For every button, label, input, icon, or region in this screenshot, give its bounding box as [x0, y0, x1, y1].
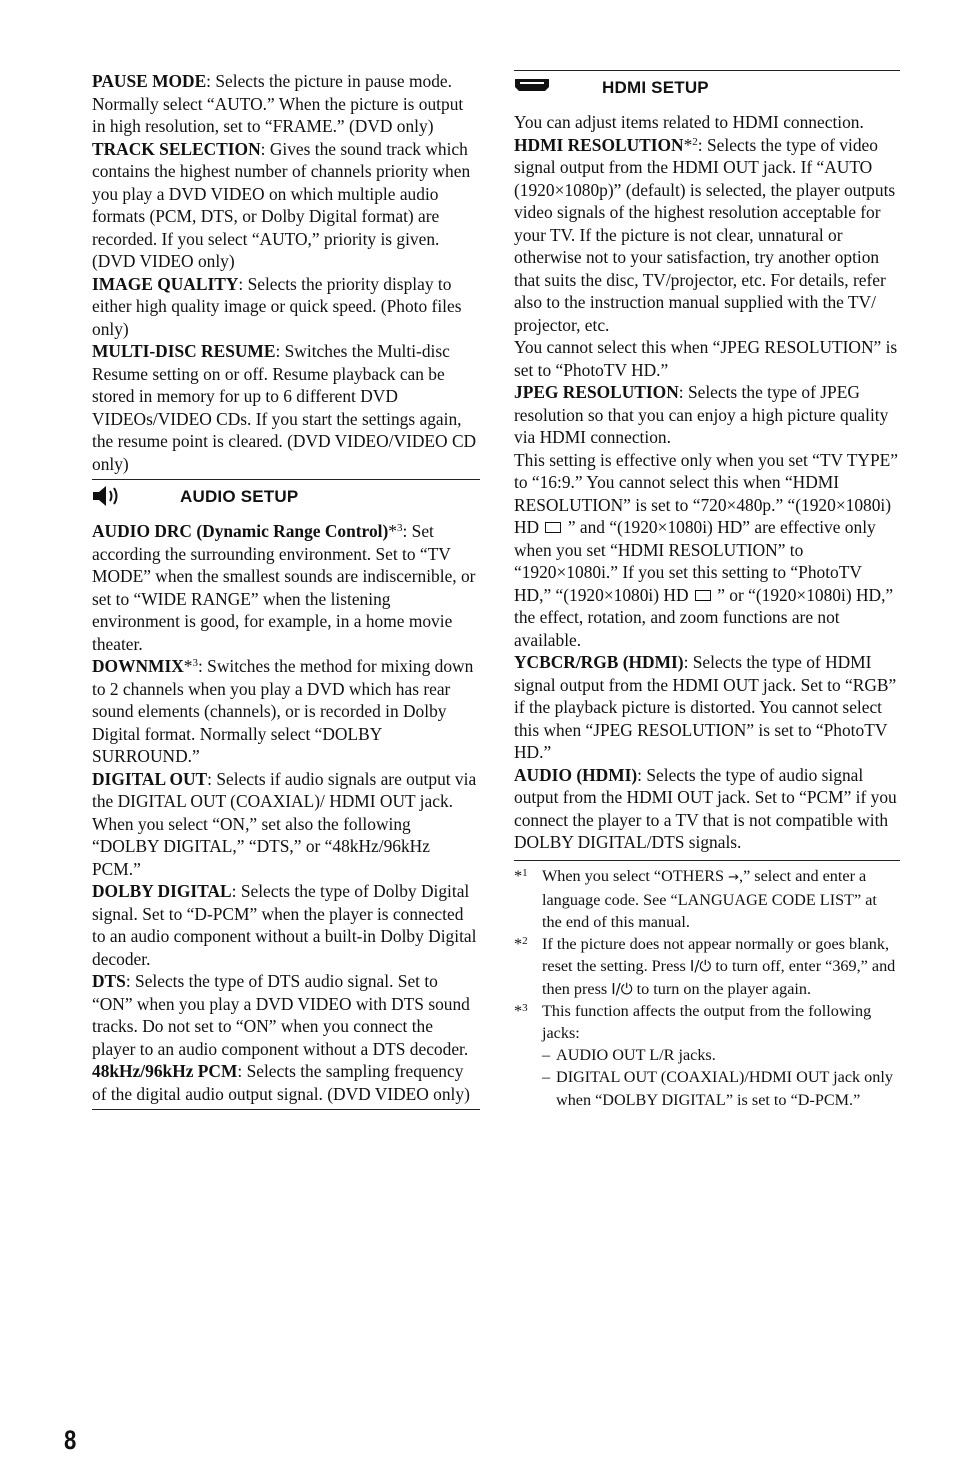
- left-bottom-rule: [92, 1109, 480, 1110]
- audio-drc-entry: AUDIO DRC (Dynamic Range Control)*$^3$: Set according the surrounding environment. Set to “TV MODE” when the smallest sounds are indiscernible, or set to “WIDE RANGE” when the listening environment is good, for example, in a home movie theater.: [92, 521, 476, 654]
- footnote-1: *$^1$ When you select “OTHERS →,” select and enter a language code. See “LANGUAGE CODE LIST” at the end of this manual.: [514, 866, 877, 931]
- digital-out-entry: DIGITAL OUT: Selects if audio signals are output via the DIGITAL OUT (COAXIAL)/ HDMI OUT jack. When you select “ON,” set also the following “DOLBY DIGITAL,” “DTS,” or “48kHz/96kHz PCM.”: [92, 768, 477, 879]
- ycbcr-rgb-entry: YCBCR/RGB (HDMI): Selects the type of HDMI signal output from the HDMI OUT jack. Set to “RGB” if the playback picture is distorted. You cannot select this when “JPEG RESOLUTION” is set to “PhotoTV HD.”: [514, 652, 897, 762]
- footnote-3: *$^3$ This function affects the output from the following jacks: – AUDIO OUT L/R jacks. – DIGITAL OUT (COAXIAL)/HDMI OUT jack only when “DOLBY DIGITAL” is set to “D-PCM.”: [514, 1000, 900, 1111]
- left-column: [92, 70, 480, 1110]
- pcm-entry: 48kHz/96kHz PCM: Selects the sampling frequency of the digital audio output signal. (DVD VIDEO only): [92, 1061, 470, 1104]
- page-number: 8: [64, 1425, 76, 1455]
- footnote-3-item-1: – AUDIO OUT L/R jacks.: [542, 1046, 716, 1065]
- audio-hdmi-entry: AUDIO (HDMI): Selects the type of audio signal output from the HDMI OUT jack. Set to “PCM” if you connect the player to a TV that is not compatible with DOLBY DIGITAL/DTS signals.: [514, 764, 897, 852]
- footnotes: [514, 860, 900, 1111]
- jpeg-resolution-entry: JPEG RESOLUTION: Selects the type of JPEG resolution so that you can enjoy a high picture quality via HDMI connection.: [514, 382, 889, 447]
- power-icon: I/⏻: [689, 957, 712, 976]
- screen-frame-icon: [545, 522, 561, 533]
- track-selection-entry: TRACK SELECTION: Gives the sound track which contains the highest number of channels priority when you play a DVD VIDEO on which multiple audio formats (PCM, DTS, or Dolby Digital format) are recorded. If you select “AUTO,” priority is given. (DVD VIDEO only): [92, 138, 471, 271]
- hdmi-setup-title: HDMI SETUP: [602, 78, 709, 97]
- speaker-icon: [92, 485, 122, 513]
- pause-mode-entry: PAUSE MODE: Selects the picture in pause mode. Normally select “AUTO.” When the picture is output in high resolution, set to “FRAME.” (DVD only): [92, 71, 464, 136]
- dolby-digital-entry: DOLBY DIGITAL: Selects the type of Dolby Digital signal. Set to “D-PCM” when the player is connected to an audio component without a built-in Dolby Digital decoder.: [92, 881, 477, 969]
- footnote-3-item-2: – DIGITAL OUT (COAXIAL)/HDMI OUT jack only when “DOLBY DIGITAL” is set to “D-PCM.”: [542, 1068, 893, 1109]
- right-arrow-icon: →: [728, 869, 740, 885]
- audio-setup-heading: [92, 479, 480, 514]
- hdmi-setup-heading: [514, 70, 900, 105]
- power-icon: I/⏻: [611, 979, 633, 998]
- screen-frame-icon: [695, 590, 711, 601]
- hdmi-resolution-entry: HDMI RESOLUTION*$^2$: Selects the type of video signal output from the HDMI OUT jack. If “AUTO (1920×1080p)” (default) is selected, the player outputs video signals of the highest resolution acceptable for your TV. If the picture is not clear, unnatural or otherwise not to your satisfaction, try another option that suits the disc, TV/projector, etc. For details, refer also to the instruction manual supplied with the TV/ projector, etc.: [514, 134, 896, 335]
- audio-setup-title: AUDIO SETUP: [180, 487, 299, 506]
- hdmi-intro: You can adjust items related to HDMI connection.: [514, 112, 864, 132]
- right-column: [514, 70, 900, 1111]
- downmix-entry: DOWNMIX*$^3$: Switches the method for mixing down to 2 channels when you play a DVD which has rear sound elements (channels), or is recorded in Dolby Digital format. Normally select “DOLBY SURROUND.”: [92, 656, 474, 766]
- hdmi-resolution-note: You cannot select this when “JPEG RESOLUTION” is set to “PhotoTV HD.”: [514, 337, 898, 380]
- footnote-2: *$^2$ If the picture does not appear normally or goes blank, reset the setting. Press I/⏻ to turn off, enter “369,” and then press I/⏻ to turn on the player again.: [514, 935, 896, 998]
- jpeg-resolution-note: This setting is effective only when you set “TV TYPE” to “16:9.” You cannot select this when “HDMI RESOLUTION” is set to “720×480p.” “(1920×1080i) HD ” and “(1920×1080i) HD” are effective only when you set “HDMI RESOLUTION” to “1920×1080i.” If you set this setting to “PhotoTV HD,” “(1920×1080i) HD ” or “(1920×1080i) HD,” the effect, rotation, and zoom functions are not available.: [514, 449, 898, 650]
- hdmi-connector-icon: [514, 76, 550, 100]
- multi-disc-resume-entry: MULTI-DISC RESUME: Switches the Multi-disc Resume setting on or off. Resume playback can be stored in memory for up to 6 different DVD VIDEOs/VIDEO CDs. If you start the settings again, the resume point is cleared. (DVD VIDEO/VIDEO CD only): [92, 341, 477, 474]
- dts-entry: DTS: Selects the type of DTS audio signal. Set to “ON” when you play a DVD VIDEO with DTS sound tracks. Do not set to “ON” when you connect the player to an audio component without a DTS decoder.: [92, 971, 470, 1059]
- image-quality-entry: IMAGE QUALITY: Selects the priority display to either high quality image or quick speed. (Photo files only): [92, 273, 462, 339]
